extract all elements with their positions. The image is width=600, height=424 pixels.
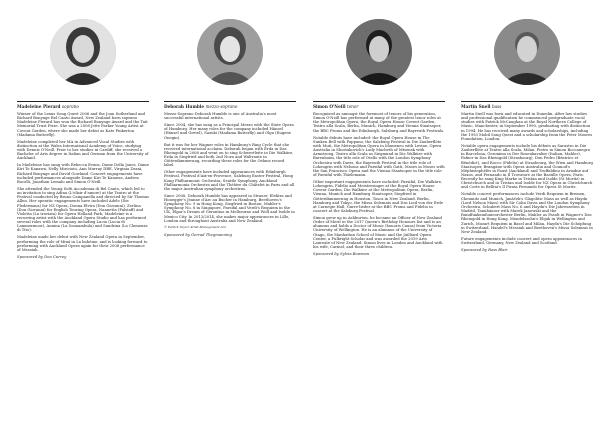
performer-name-text: Madeleine Pierard — [17, 103, 61, 109]
bio-paragraph: Recognised as amongst the foremost of tenors of his generation, Simon O'Neill has performed at many of the greatest tenor roles at the Metropolitan Opera, the Royal Opera House Covent Garden, Teatro alla Scala, Berlin, Munich, Hamburg and Vienna Staatsoper, the BBC Proms and the Edinburgh, Salzburg and Bayreuth Festivals. — [313, 112, 445, 133]
portrait-image — [346, 19, 412, 85]
performer-name — [17, 101, 149, 109]
sponsor-credit: Sponsored by Gerrad Thegmanning — [164, 232, 232, 237]
bio-paragraph: Future engagements include concert and opera appearances in Switzerland, Germany, New Zealand and Scotland. — [461, 236, 582, 245]
performer-name — [164, 101, 296, 109]
performer-name — [313, 101, 445, 109]
bio-paragraph: Since 2008, Deborah Humble has appeared in Strauss' Elektra and Honegger's Jeanne d'Arc au Bucher in Hamburg, Beethoven's Symphony No. 9 in Hong Kong, Siegfried in Boston, Mahler's Symphony No. 8 in Singapore, Parsifal and Verdi's Requiem in the UK, Elgar's Dream of Gerontius in Melbourne and Wolf and Isolde in Mexico City. In 2013/2014, she makes major appearances in Lille, London and throughout Australia and New Zealand. — [164, 193, 295, 223]
performer-role: tenor — [347, 103, 359, 109]
bio-paragraph: But it was for her Wagner roles in Hamburg's Ring Cycle that she received international acclaim. Deborah began with Erda in Das Rheingold in 2008 and went on to sing Schwertleite in Die Walküre, Erda in Siegfried and both 2nd Norn and Waltraute in Götterdämmerung, recording these roles for the Oehms record label. — [164, 142, 294, 168]
bio-paragraph: She attended the Young Solti Accademia di Bel Canto, which led to an invitation to sing Adina (L'elisir d'amore) at the Teatro at the Festival conducted by Bruno Campanella and directed by Sir Thomas Allen. Her operatic engagements have included Adele (Die Fledermaus) for NZ Opera, Donna Elvira (Don Giovanni), Zerlina (Don Giovanni) for English Touring Opera, Nannetta (Falstaff) and Violetta (La traviata) for Opera Holland Park, Madeleine is a recurring artist with the Auckland Opera Studio and has performed several roles with the company including Lucia (Lucia di Lammermoor), Annina (La Sonnambula) and Sandrina (La Clemenza di Tito). — [17, 186, 149, 233]
sponsor-credit: Sponsored by Don Currey — [17, 255, 67, 260]
portrait-image — [50, 19, 116, 85]
bio-paragraph: Martin Snell was born and educated in Dunedin. After law studies and professional qualification he commenced postgraduate vocal studies with Patrick McCaughan at the Royal Northern College of Music, Manchester, in September 1990, graduating with distinction in 1994. He has received many awards and scholarships, including the 1993 Mobil Song Quest and a scholarship from the Peter Moores Foundation, London. — [461, 112, 593, 141]
performer-name-text: Deborah Humble — [164, 103, 205, 109]
portrait-photo-4 — [494, 19, 560, 85]
bio-paragraph: Notable debuts have included: the Royal Opera House in The Sunken Bell with Pappano, the Salzburg Festival in Die Zauberflöte with Muti, the Metropolitan Opera in Idomeneo with Levine, Opera Australia in Shostakovich's Lady Macbeth of Mtsensk with Armstrong, Teatro alla Scala as Siegmund in Die Walküre with Barenboim, the title role of Otello with the London Symphony Orchestra with Davis, the Bayreuth Festival in the title role of Lohengrin with Nelsons and Parsifal with Gatti, Moses in Moses with the San Francisco Opera and the Vienna Staatsoper in the title role of Parsifal with Thielemann. — [313, 135, 445, 177]
performer-role: soprano — [61, 103, 79, 109]
biography — [461, 112, 593, 255]
performer-name-text: Martin Snell — [461, 103, 491, 109]
bio-paragraph: Other important engagements have included: Parsifal, Die Walküre, Lohengrin, Fidelio and Meistersinger at the Royal Opera House Covent Garden, Die Walküre at the Metropolitan Opera, Berlin, Vienna, Munich and Hamburg Staatsoper, Siegfried in Götterdämmerung in Houston, Tosca in New Zealand, Berlin, Hamburg and Tokyo, the Missa Solemnis and Das Lied von der Erde at Carnegie Hall, Gurre-lieder at the BBC Proms and Fidelio in concert at the Salzburg Festival. — [313, 179, 444, 214]
bio-paragraph: Winner of the Lexus Song Quest 2006 and the Joan Sutherland and Richard Bonynge Bel Canto Award, New Zealand born soprano Madeleine Pierard has won the Richard Bonynge Award and the Tait Memorial Trust Prize. She was a 2008 Jette Parker Young Artist at Covent Garden, where she made her debut as Kate Pinkerton (Madama Butterfly). — [17, 112, 148, 137]
portrait-image — [197, 19, 263, 85]
sponsor-credit: Sponsored by Sylvia Bowman — [313, 252, 370, 257]
bio-paragraph: Notable concert performances include Verdi Requiem in Bremen, Chemnitz and Munich, Janáček's Glagolitic Mass as well as Haydn (Lord Nelson Mass) with Sir Colin Davis and the London Symphony Orchestra, Schubert Mass No. 6 and Haydn's Die Jahreszeiten in Madrid, Tannhäuser with Marek Janowski and the Rundfunksinfonieorchester Berlin, Mahler as Fasolt in Wagner's Das Rheingold in Hong Kong, Mendelssohn's Elijah in Wellington and Zurich, Mozart Requiem in Basel and Milan, Haydn's Die Schöpfung in Switzerland, Handel's Messiah and Beethoven's Missa Solemnis in New Zealand. — [461, 192, 593, 234]
biography — [17, 112, 149, 262]
photo-credit: © Patrick Taylor Artist Management Ltd — [164, 224, 226, 229]
biography — [313, 112, 445, 259]
sponsor-credit: Sponsored by Ross Blair — [461, 248, 508, 253]
bio-paragraph: In Madeleine has sung with Rebecca Evans, Dame Della Jones, Dame Kiri Te Kanawa, Nelly Miricioiu, Ann Murray DBE, Virginia Zeani, Richard Bonynge and David Gowland. Concert engagements have included performances alongside Dame Kiri Te Kanawa, Andrea Bocelli, Jonathan Lemalu and Simon O'Neill. — [17, 163, 149, 184]
biography — [164, 112, 296, 239]
performer-name-text: Simon O'Neill — [313, 103, 346, 109]
performer-role: mezzo-soprano — [205, 103, 238, 109]
bio-paragraph: Mezzo-Soprano Deborah Humble is one of Australia's most successful international artists. — [164, 112, 277, 121]
performer-name — [461, 101, 593, 109]
bio-paragraph: Madeleine made her debut with New Zealand Opera in September, performing the role of Mimì in La bohème, and is looking forward to performing with Auckland Opera again for their 2008 performance of Messiah. — [17, 235, 148, 252]
bio-paragraph: Since 2004, she has sung as a Principal Mezzo with the State Opera of Hamburg. Her many roles for the company included Hänsel (Hänsel und Gretel), Suzuki (Madama Butterfly) and Olga (Eugene Onegin). — [164, 123, 294, 140]
bio-paragraph: Notable opera engagements include his débuts as Sarastro in Die Zauberflöte at Teatro alla Scala, Milan, Pietro in Simon Boccanegra in Barcelona, Geronimo in Der Rosenkavalier (Italian, Mahler), Fafner in Das Rheingold (Strasbourg), Don Pedro (Béatrice et Bénédict), and Rocco (Fidelio) at Strasbourg, the Wien and Hamburg Staatsoper, Brangäne with Opera Australia and Gounod's Méphistophélès in Faust (Auckland) and Truffaldino in Ariadne auf Naxos, and Fernando in Il Trovatore at the Bastille Opera, Paris. Recently he sang King Marke in Tristan and Isolde (St Moritz) in Christchurch and in Tristan und Isolde for NZ Opera in Christchurch and Corte in Bellini's Il Pirata Fernando for Opera St Moritz. — [461, 143, 593, 190]
portrait-photo-2 — [197, 19, 263, 85]
performer-role: bass — [491, 103, 502, 109]
portrait-image — [494, 19, 560, 85]
portrait-photo-1 — [50, 19, 116, 85]
bio-paragraph: Other engagements have included appearances with Edinburgh Festival, Festival d'Aix-en-Provence, Salzburg Easter Festival, Hong Kong Philharmonic Orchestra, Seattle Symphony, Auckland Philharmonia Orchestra and the Théâtre du Châtelet in Paris and all the major Australian symphony orchestras. — [164, 170, 295, 191]
bio-paragraph: Madeleine completed her MA in Advanced Vocal Studies with distinction at the Wales International Academy of Voice, studying with Dennis O'Neill. Prior to her studies in Cardiff, she received a Bachelor of Arts degree in Italian and German from the University of Auckland. — [17, 139, 149, 161]
portrait-photo-3 — [346, 19, 412, 85]
bio-paragraph: Simon grew up in Ashburton, he became an Officer of New Zealand Order of Merit in the 2017 Queen's Birthday Honours list and is an alumnus and holds a Doctor of Music (honoris Causa) from Victoria University of Wellington. He is an alumnus of the University of Otago, the Manhattan School of Music and the Juilliard Opera Center, a Fulbright Scholar and was awarded the 2019 Arts Laureate of New Zealand. Simon lives in London and Auckland with his wife, Carmel, and their three children. — [313, 215, 443, 250]
